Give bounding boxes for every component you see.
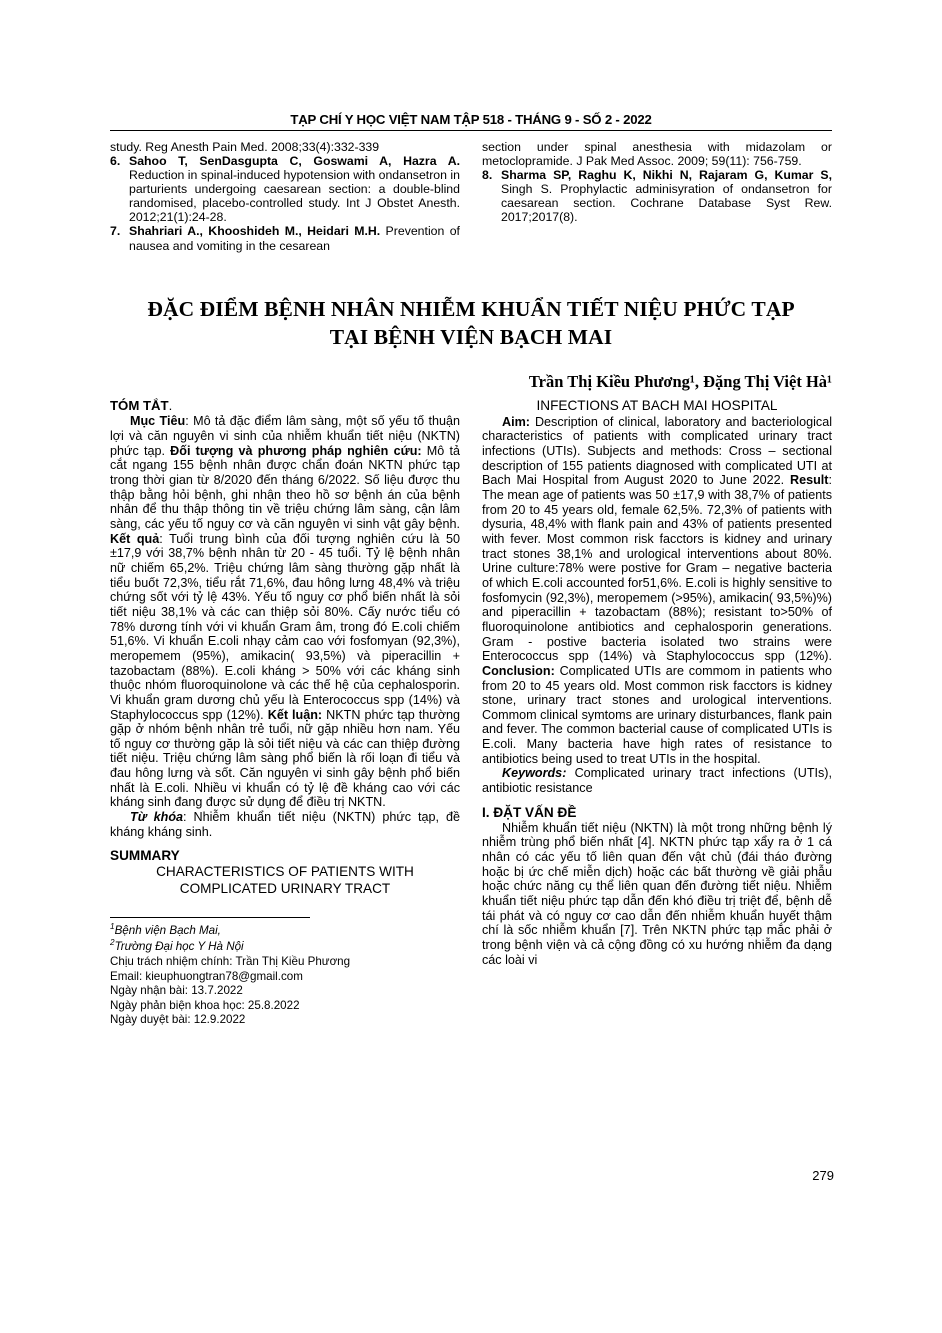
reference-detail: Prevention of nausea and vomiting in the cesarean [129, 224, 460, 253]
label-doi-tuong: Đối tượng và phương pháp nghiên cứu: [170, 443, 422, 458]
reference-number: 8. [482, 168, 493, 183]
label-aim: Aim: [502, 414, 530, 429]
vi-text-4: NKTN phức tạp thường gặp ở nhóm bệnh nhân trẻ tuổi, nữ gặp nhiều hơn nam. Yếu tố nguy cơ thường gặp là sỏi tiết niệu và các can thiệp đường tiết niệu. Triệu chứng lâm sàng phổ biến là rối loạn đi tiểu và đau hông lưng và sốt. Căn nguyên vi sinh gây bệnh phổ biến nhất là E.coli. Nhiều vi khuẩn có tỷ lệ đề kháng cao với các kháng sinh đang được sử dụng để điều trị NKTN. [110, 707, 461, 810]
article-authors: Trần Thị Kiều Phương¹, Đặng Thị Việt Hà¹ [528, 372, 832, 392]
reference-authors: Sharma SP, Raghu K, Nikhi N, Rajaram G, Kumar S, [501, 168, 832, 183]
en-text-3: Complicated UTIs are commom in patients who from 20 to 45 years old. Most common risk facctors is kidney stone, urinary tract stones and urological interventions. Commom clinical symtoms are urinary disturbances, flank pain and fever. The common bacterial cause of complicated UTIs is E.coli. Many bacteria have high rates of resistance to antibiotics being used to treat UTIs in the hospital. [482, 663, 832, 766]
reference-number: 7. [110, 224, 121, 239]
tomtat-heading [110, 398, 460, 413]
english-title-line-2: COMPLICATED URINARY TRACT [179, 880, 391, 896]
references-right-column [482, 140, 832, 253]
reference-item [110, 154, 460, 224]
english-title-line-3: INFECTIONS AT BACH MAI HOSPITAL [536, 398, 778, 414]
vi-text-1: : Mô tả đặc điểm lâm sàng, một số yếu tố thuận lợi và căn nguyên vi sinh của nhiễm khuẩn tiết niệu (NKTN) phức tạp. [110, 414, 460, 458]
tomtat-heading-suffix: . [168, 398, 173, 414]
label-keywords: Keywords: [502, 766, 567, 781]
en-text-1: Description of clinical, laboratory and bacteriological characteristics of patients with complicated urinary tract infections (UTIs). Subjects and methods: Cross – sectional description of 155 patients diagnosed with complicated UTI at Bach Mai Hospital from August 2020 to June 2022. [482, 414, 832, 488]
article-title-line-1: ĐẶC ĐIỂM BỆNH NHÂN NHIỄM KHUẨN TIẾT NIỆU PHỨC TẠP [147, 296, 795, 321]
reference-text [129, 154, 460, 224]
reference-authors: Shahriari A., Khooshideh M., Heidari M.H. [129, 224, 381, 239]
tomtat-heading-text: TÓM TẮT [110, 398, 169, 414]
vi-text-2: Mô tả cắt ngang 155 bệnh nhân được chẩn đoán NKTN phức tạp trong thời gian từ 8/2020 đến tháng 6/2022. Số liệu được thu thập bằng hỏi bệnh, ghi nhận theo hồ sơ bệnh án của bệnh nhân để thu thập thông tin về triệu chứng lâm sàng, cận lâm sàng, các yếu tố nguy cơ và căn nguyên vi sinh vật gây bệnh. [110, 443, 461, 531]
english-keywords [482, 766, 832, 795]
article-title [110, 295, 832, 352]
label-ket-qua: Kết quả [110, 531, 160, 546]
reference-text [129, 224, 460, 252]
intro-body: Nhiễm khuẩn tiết niệu (NKTN) là một trong những bệnh lý nhiễm trùng phổ biến nhất [4]. NKTN phức tạp xẩy ra ở 1 cá nhân có các yếu tố liên quan đến vật chủ (đái tháo đường hoặc bị ức chế miễn dịch) hoặc các bất thường về giải phẫu hoặc chức năng cụ thể liên quan đến đường tiết niệu. Nhiễm khuẩn tiết niệu phức tạp dẫn đến khó điều trị triệt để, bệnh dễ tái phát và có nguy cơ cao dẫn đến nhiễm khuẩn huyết thậm chí là sốc nhiễm khuẩn [7]. Trên NKTN phức tạp mắc phải ở trong bệnh viện và cả cộng đồng có xu hướng nhiễm đa dạng các loài vi [482, 820, 832, 967]
vi-keywords-text: : Nhiễm khuẩn tiết niệu (NKTN) phức tạp, đề kháng kháng sinh. [110, 810, 460, 839]
running-head: TẠP CHÍ Y HỌC VIỆT NAM TẬP 518 - THÁNG 9 - SỐ 2 - 2022 [110, 112, 832, 131]
affiliation-1 [110, 922, 460, 938]
reference-item [110, 224, 460, 252]
article-title-block [110, 295, 832, 393]
label-ket-luan: Kết luận: [267, 707, 323, 722]
vi-text-3: : Tuổi trung bình của đối tượng nghiên cứu là 50 ±17,9 với 38,7% bệnh nhân từ 20 - 45 tuổi. Tỷ lệ bệnh nhân nữ chiếm 65,2%. Triệu chứng lâm sàng thường gặp nhất là tiểu buốt 72,3%, tiểu rắt 71,6%, đau hông lưng 48,4% và triệu chứng sốt với tỷ lệ 43%. Yếu tố nguy cơ phổ biến nhất là sỏi tiết niệu 38,1% và các can thiệp sỏi 80%. Cấy nước tiểu có 78% dương tính với vi khuẩn Gram âm, trong đó E.coli chiếm 51,6%. Vi khuẩn E.coli nhạy cảm cao với fosfomyan (92,3%), meropemem (95%), amikacin( 93,5%) và piperacillin + tazobactam (88%). E.coli kháng > 50% với các kháng sinh thuộc nhóm fluoroquinolone và các thế hệ của cephalosporin. Vi khuẩn gram dương chủ yếu là Enterococcus spp (14%) và Staphylococcus spp (12%). [110, 531, 460, 722]
reference-continued-text: section under spinal anesthesia with midazolam or metoclopramide. J Pak Med Assoc. 2009; 59(11): 756-759. [482, 140, 832, 169]
vietnamese-abstract-body [110, 414, 460, 810]
reference-authors: Sahoo T, SenDasgupta C, Goswami A, Hazra A. [129, 154, 460, 169]
en-keywords-text: Complicated urinary tract infections (UTIs), antibiotic resistance [482, 766, 832, 796]
intro-heading: I. ĐẶT VẤN ĐỀ [482, 804, 577, 820]
reference-detail: Singh S. Prophylactic adminisyration of ondansetron for caesarean section. Cochrane Database Syst Rew. 2017;2017(8). [501, 182, 832, 225]
reference-number: 6. [110, 154, 121, 169]
label-result: Result [790, 473, 829, 488]
affiliation-1-text: Bệnh viện Bạch Mai, [114, 923, 221, 937]
english-title-line-1: CHARACTERISTICS OF PATIENTS WITH [156, 864, 414, 880]
affiliation-2-text: Trường Đại học Y Hà Nội [114, 940, 244, 954]
english-abstract-body [482, 415, 832, 767]
label-tu-khoa: Từ khóa [130, 810, 184, 825]
references-section [110, 140, 832, 253]
article-title-line-2: TẠI BỆNH VIỆN BẠCH MAI [329, 325, 613, 349]
reference-continued-text: study. Reg Anesth Pain Med. 2008;33(4):332-339 [110, 140, 380, 154]
date-received: Ngày nhận bài: 13.7.2022 [110, 984, 243, 998]
vietnamese-keywords [110, 810, 460, 839]
footnote-divider [110, 917, 310, 918]
page-content [110, 112, 832, 1028]
english-title [110, 864, 460, 897]
footnote-block [110, 917, 460, 1028]
reference-item [482, 168, 832, 224]
date-accepted: Ngày duyệt bài: 12.9.2022 [110, 1013, 246, 1027]
date-reviewed: Ngày phản biện khoa học: 25.8.2022 [110, 998, 300, 1012]
abstract-section [110, 398, 832, 1028]
english-abstract-column [482, 398, 832, 1028]
affiliation-1-marker: 1 [110, 922, 115, 932]
label-conclusion: Conclusion: [482, 663, 555, 678]
summary-heading: SUMMARY [110, 848, 180, 864]
references-left-column [110, 140, 460, 253]
contact-email: Email: kieuphuongtran78@gmail.com [110, 969, 303, 983]
affiliation-2-marker: 2 [110, 938, 115, 948]
responsible-author: Chịu trách nhiệm chính: Trần Thị Kiều Phương [110, 954, 351, 968]
affiliation-2 [110, 938, 460, 954]
reference-detail: Reduction in spinal-induced hypotension with ondansetron in parturients undergoing caesarean section: a double-blind randomised, placebo-controlled study. Int J Obstet Anesth. 2012;21(1):24-28. [129, 168, 460, 225]
label-muc-tieu: Mục Tiêu [130, 414, 186, 429]
vietnamese-abstract-column [110, 398, 460, 1028]
en-text-2: : The mean age of patients was 50 ±17,9 with 38,7% of patients from 20 to 45 years old, female 62,5%. 72,3% of patients with dysuria, 48,4% with flank pain and 43% of patients presented with fever. Most common risk facctors is kidney and urinary tract stones 38,1% and urological interventions about 80%. Urine culture:78% were postive for Gram – negative bacteria of which E.coli accounted for51,6%. E.coli is highly sensitive to fosfomycin (92,3%), meropemem (>95%), amikacin( 93,5%)%) and piperacillin + tazobactam (88%); resistant to>50% of fluoroquinolone antibiotics and cephalosporin generations. Gram - postive bacteria isolated two strains were Enterococcus spp (14%) và Staphylococcus spp (12%). [482, 473, 832, 664]
reference-text [501, 168, 832, 224]
page-number: 279 [812, 1168, 834, 1183]
